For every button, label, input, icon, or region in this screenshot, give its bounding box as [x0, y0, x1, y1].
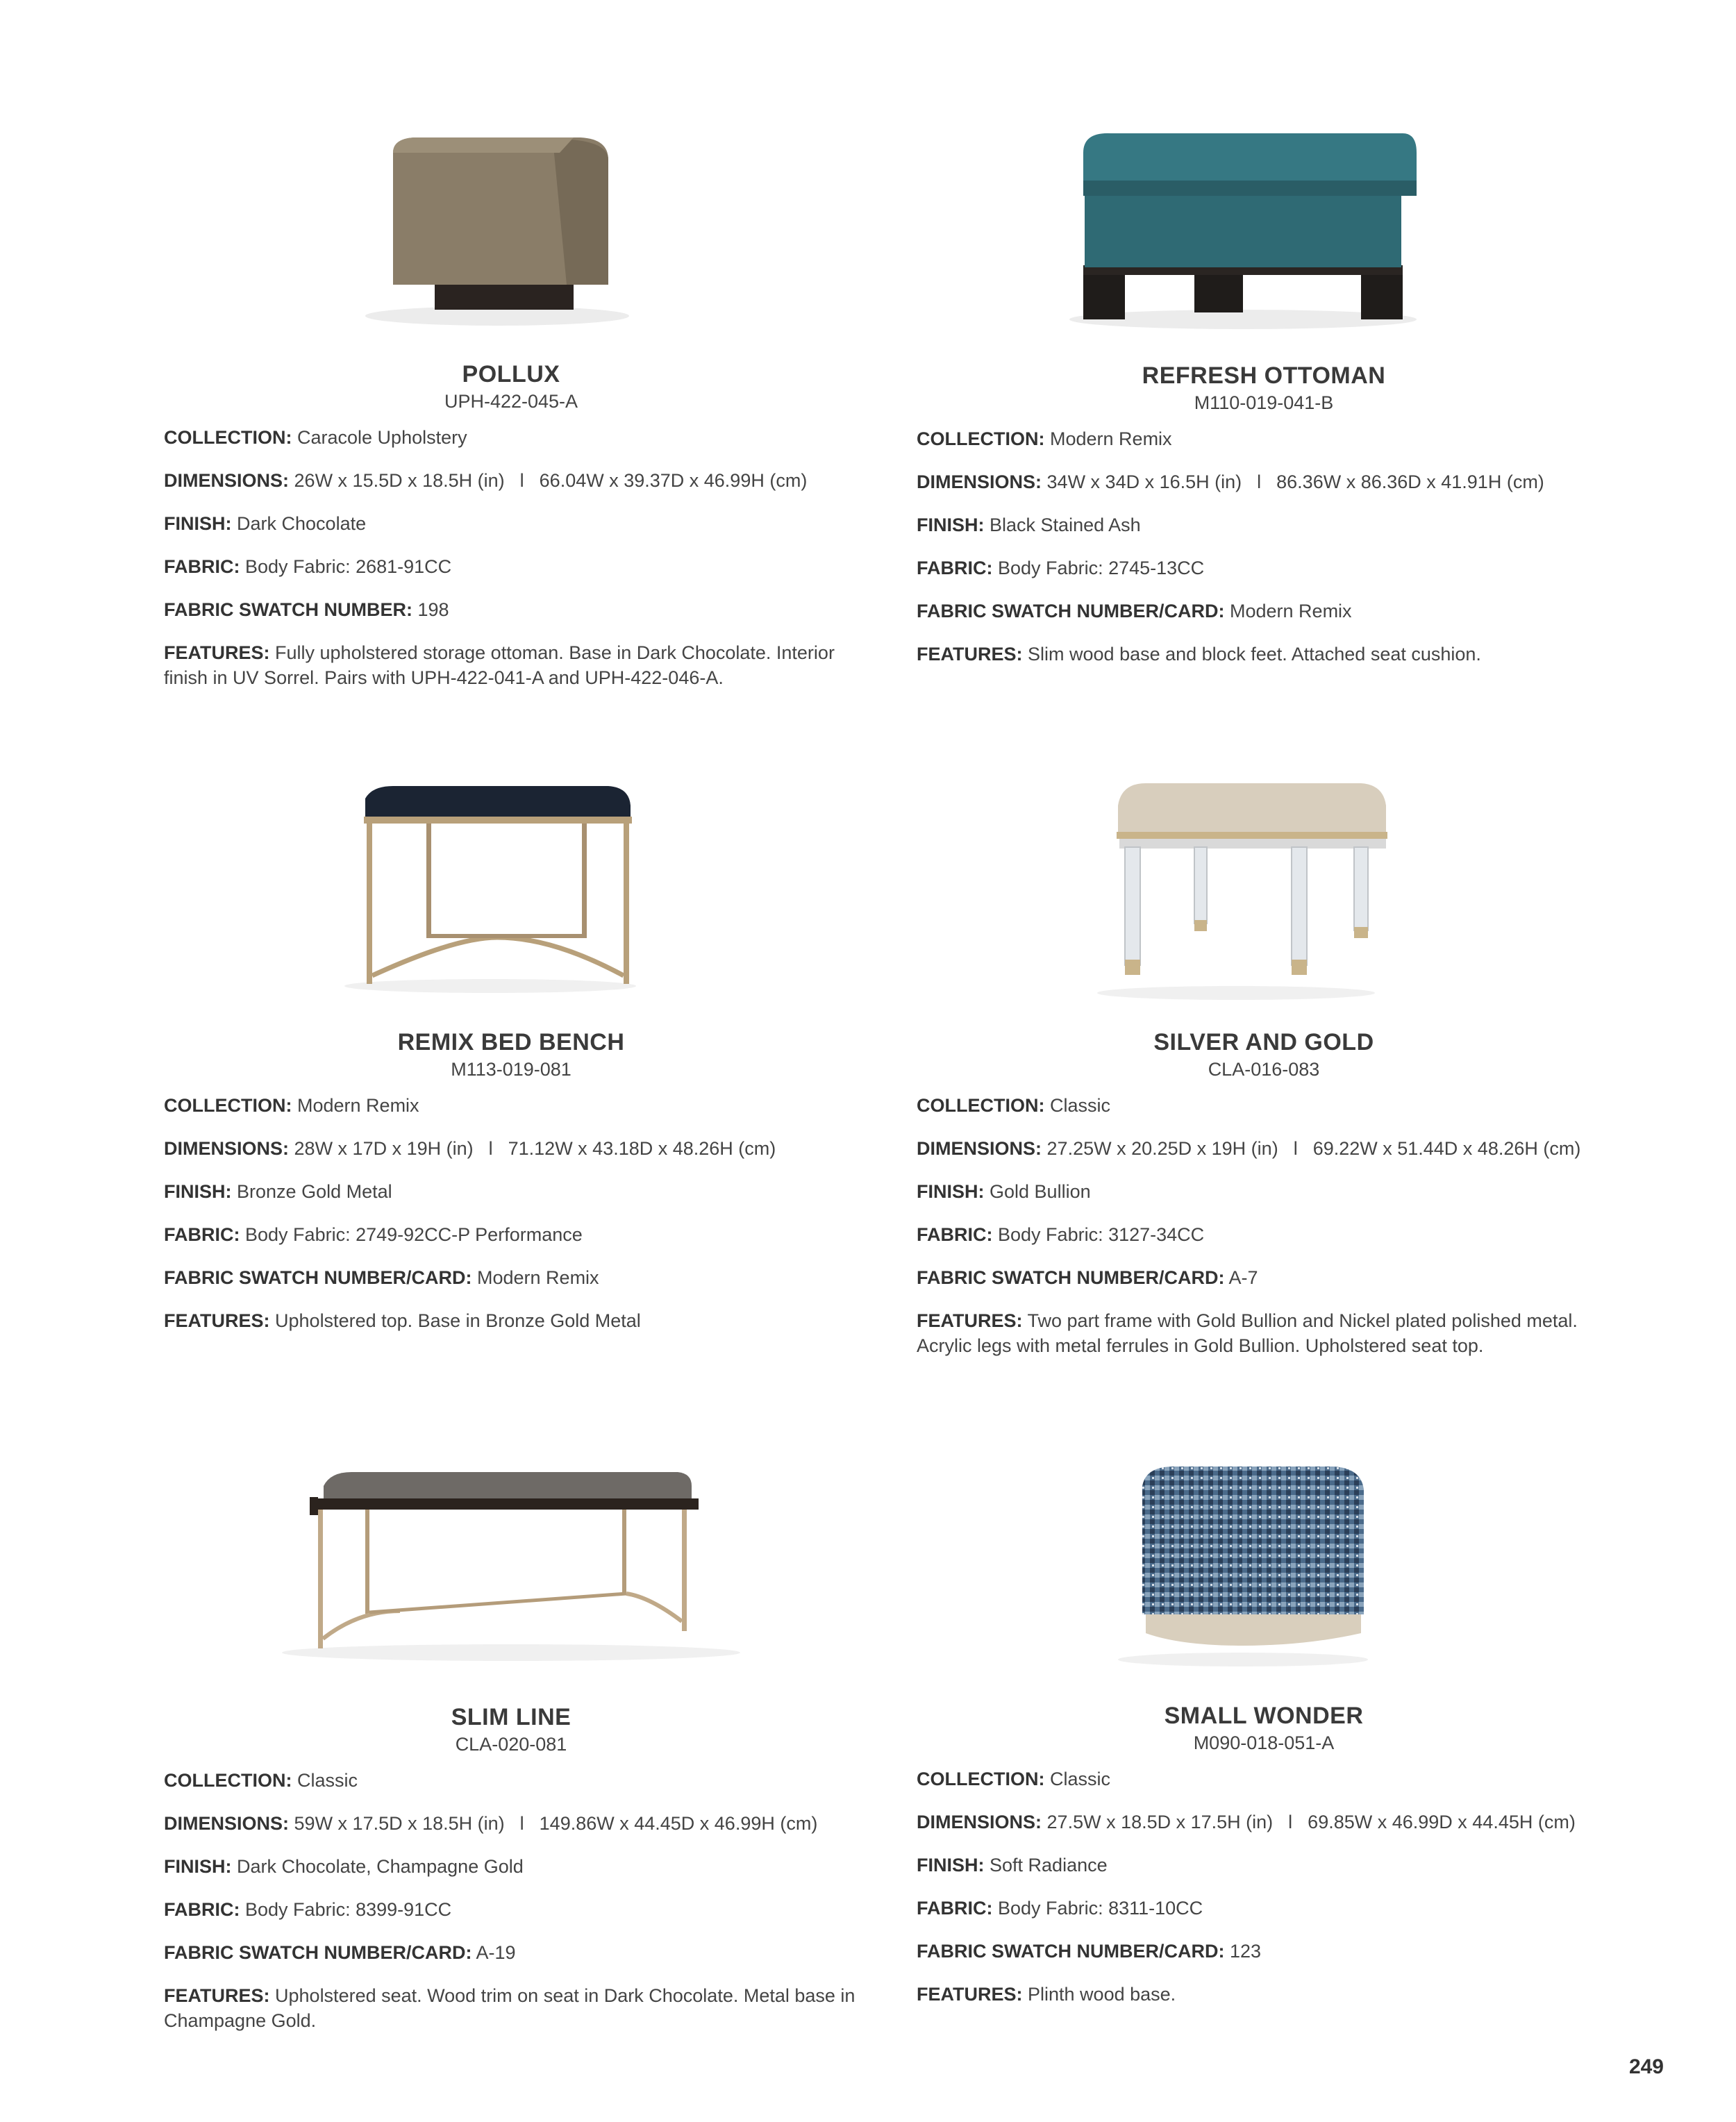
collection-value: Modern Remix [297, 1095, 419, 1116]
product-specs [164, 1768, 858, 2033]
collection-label: COLLECTION: [164, 1095, 292, 1116]
features-label: FEATURES: [917, 644, 1023, 665]
product-card-remix-bed-bench [164, 778, 858, 1351]
features-label: FEATURES: [164, 1985, 270, 2006]
features-value: Two part frame with Gold Bullion and Nickel plated polished metal. Acrylic legs with metal ferrules in Gold Bullion. Upholstered seat top. [917, 1310, 1578, 1356]
dimensions-separator: l [1257, 471, 1262, 492]
fabric-label: FABRIC: [917, 1224, 993, 1245]
collection-value: Classic [1050, 1095, 1111, 1116]
features-value: Slim wood base and block feet. Attached seat cushion. [1028, 644, 1481, 665]
swatch-value: 198 [417, 599, 449, 620]
dimensions-in: 27.25W x 20.25D x 19H (in) [1046, 1138, 1278, 1159]
swatch-label: FABRIC SWATCH NUMBER/CARD: [917, 1941, 1225, 1962]
fabric-label: FABRIC: [917, 1898, 993, 1919]
dimensions-cm: 66.04W x 39.37D x 46.99H (cm) [539, 470, 808, 491]
fabric-value: Body Fabric: 3127-34CC [998, 1224, 1205, 1245]
finish-value: Dark Chocolate, Champagne Gold [237, 1856, 524, 1877]
fabric-value: Body Fabric: 2749-92CC-P Performance [245, 1224, 583, 1245]
collection-value: Caracole Upholstery [297, 427, 467, 448]
dimensions-separator: l [519, 470, 524, 491]
product-image-small-wonder [917, 1451, 1611, 1694]
swatch-value: A-19 [476, 1942, 516, 1963]
product-image-refresh-ottoman [917, 111, 1611, 354]
features-label: FEATURES: [917, 1310, 1023, 1331]
collection-value: Modern Remix [1050, 428, 1172, 449]
product-specs [917, 1093, 1611, 1358]
features-value: Upholstered top. Base in Bronze Gold Metal [275, 1310, 641, 1331]
features-label: FEATURES: [164, 642, 270, 663]
features-value: Plinth wood base. [1028, 1984, 1176, 2005]
dimensions-cm: 69.85W x 46.99D x 44.45H (cm) [1308, 1812, 1576, 1832]
product-card-pollux [164, 111, 858, 708]
finish-label: FINISH: [164, 1856, 232, 1877]
product-image-pollux [164, 111, 858, 354]
collection-label: COLLECTION: [164, 1770, 292, 1791]
finish-label: FINISH: [164, 1181, 232, 1202]
fabric-label: FABRIC: [164, 556, 240, 577]
dimensions-in: 59W x 17.5D x 18.5H (in) [294, 1813, 505, 1834]
dimensions-label: DIMENSIONS: [917, 1138, 1042, 1159]
features-label: FEATURES: [164, 1310, 270, 1331]
product-image-slim-line [164, 1451, 858, 1694]
dimensions-in: 34W x 34D x 16.5H (in) [1046, 471, 1242, 492]
collection-label: COLLECTION: [917, 428, 1045, 449]
product-title: POLLUX [462, 361, 560, 387]
product-title: REMIX BED BENCH [397, 1029, 625, 1055]
finish-label: FINISH: [917, 515, 985, 535]
dimensions-in: 26W x 15.5D x 18.5H (in) [294, 470, 505, 491]
collection-value: Classic [297, 1770, 358, 1791]
finish-label: FINISH: [917, 1855, 985, 1875]
product-card-slim-line [164, 1451, 858, 2051]
finish-value: Bronze Gold Metal [237, 1181, 392, 1202]
fabric-label: FABRIC: [164, 1224, 240, 1245]
fabric-label: FABRIC: [917, 558, 993, 578]
dimensions-label: DIMENSIONS: [164, 470, 290, 491]
product-card-silver-and-gold [917, 778, 1611, 1376]
product-sku: CLA-016-083 [1208, 1059, 1320, 1080]
finish-value: Soft Radiance [990, 1855, 1108, 1875]
collection-label: COLLECTION: [917, 1769, 1045, 1789]
dimensions-cm: 69.22W x 51.44D x 48.26H (cm) [1312, 1138, 1581, 1159]
fabric-value: Body Fabric: 8311-10CC [998, 1898, 1203, 1919]
features-value: Upholstered seat. Wood trim on seat in Dark Chocolate. Metal base in Champagne Gold. [164, 1985, 856, 2031]
features-value: Fully upholstered storage ottoman. Base in Dark Chocolate. Interior finish in UV Sorrel. Pairs with UPH-422-041-A and UPH-422-046-A. [164, 642, 835, 688]
swatch-value: Modern Remix [477, 1267, 599, 1288]
product-sku: UPH-422-045-A [444, 391, 578, 412]
swatch-label: FABRIC SWATCH NUMBER/CARD: [164, 1942, 472, 1963]
product-sku: M110-019-041-B [1194, 392, 1334, 413]
finish-value: Dark Chocolate [237, 513, 367, 534]
fabric-label: FABRIC: [164, 1899, 240, 1920]
product-image-silver-and-gold [917, 778, 1611, 1021]
finish-value: Gold Bullion [990, 1181, 1091, 1202]
dimensions-label: DIMENSIONS: [917, 1812, 1042, 1832]
dimensions-separator: l [519, 1813, 524, 1834]
product-card-refresh-ottoman [917, 111, 1611, 685]
dimensions-cm: 71.12W x 43.18D x 48.26H (cm) [508, 1138, 776, 1159]
dimensions-separator: l [488, 1138, 493, 1159]
features-label: FEATURES: [917, 1984, 1023, 2005]
fabric-value: Body Fabric: 8399-91CC [245, 1899, 452, 1920]
collection-value: Classic [1050, 1769, 1111, 1789]
swatch-value: Modern Remix [1230, 601, 1352, 621]
product-specs [917, 426, 1611, 667]
product-specs [164, 1093, 858, 1333]
swatch-value: A-7 [1228, 1267, 1258, 1288]
product-title: SLIM LINE [451, 1704, 571, 1730]
fabric-value: Body Fabric: 2681-91CC [245, 556, 452, 577]
product-title: SMALL WONDER [1164, 1703, 1364, 1729]
dimensions-separator: l [1288, 1812, 1293, 1832]
page-number: 249 [1628, 2055, 1664, 2078]
product-title: REFRESH OTTOMAN [1142, 362, 1386, 389]
product-sku: M090-018-051-A [1193, 1732, 1335, 1753]
dimensions-cm: 149.86W x 44.45D x 46.99H (cm) [539, 1813, 818, 1834]
dimensions-cm: 86.36W x 86.36D x 41.91H (cm) [1276, 471, 1544, 492]
swatch-label: FABRIC SWATCH NUMBER/CARD: [917, 601, 1225, 621]
product-sku: CLA-020-081 [455, 1734, 567, 1755]
product-specs [164, 425, 858, 690]
finish-value: Black Stained Ash [990, 515, 1141, 535]
collection-label: COLLECTION: [164, 427, 292, 448]
swatch-label: FABRIC SWATCH NUMBER/CARD: [164, 1267, 472, 1288]
dimensions-separator: l [1293, 1138, 1298, 1159]
dimensions-in: 27.5W x 18.5D x 17.5H (in) [1046, 1812, 1274, 1832]
product-sku: M113-019-081 [451, 1059, 571, 1080]
swatch-label: FABRIC SWATCH NUMBER: [164, 599, 412, 620]
dimensions-label: DIMENSIONS: [164, 1138, 290, 1159]
dimensions-in: 28W x 17D x 19H (in) [294, 1138, 474, 1159]
product-card-small-wonder [917, 1451, 1611, 2025]
product-title: SILVER AND GOLD [1153, 1029, 1374, 1055]
dimensions-label: DIMENSIONS: [164, 1813, 290, 1834]
finish-label: FINISH: [917, 1181, 985, 1202]
fabric-value: Body Fabric: 2745-13CC [998, 558, 1205, 578]
dimensions-label: DIMENSIONS: [917, 471, 1042, 492]
product-specs [917, 1766, 1611, 2007]
product-image-remix-bed-bench [164, 778, 858, 1021]
collection-label: COLLECTION: [917, 1095, 1045, 1116]
finish-label: FINISH: [164, 513, 232, 534]
swatch-value: 123 [1230, 1941, 1262, 1962]
swatch-label: FABRIC SWATCH NUMBER/CARD: [917, 1267, 1225, 1288]
